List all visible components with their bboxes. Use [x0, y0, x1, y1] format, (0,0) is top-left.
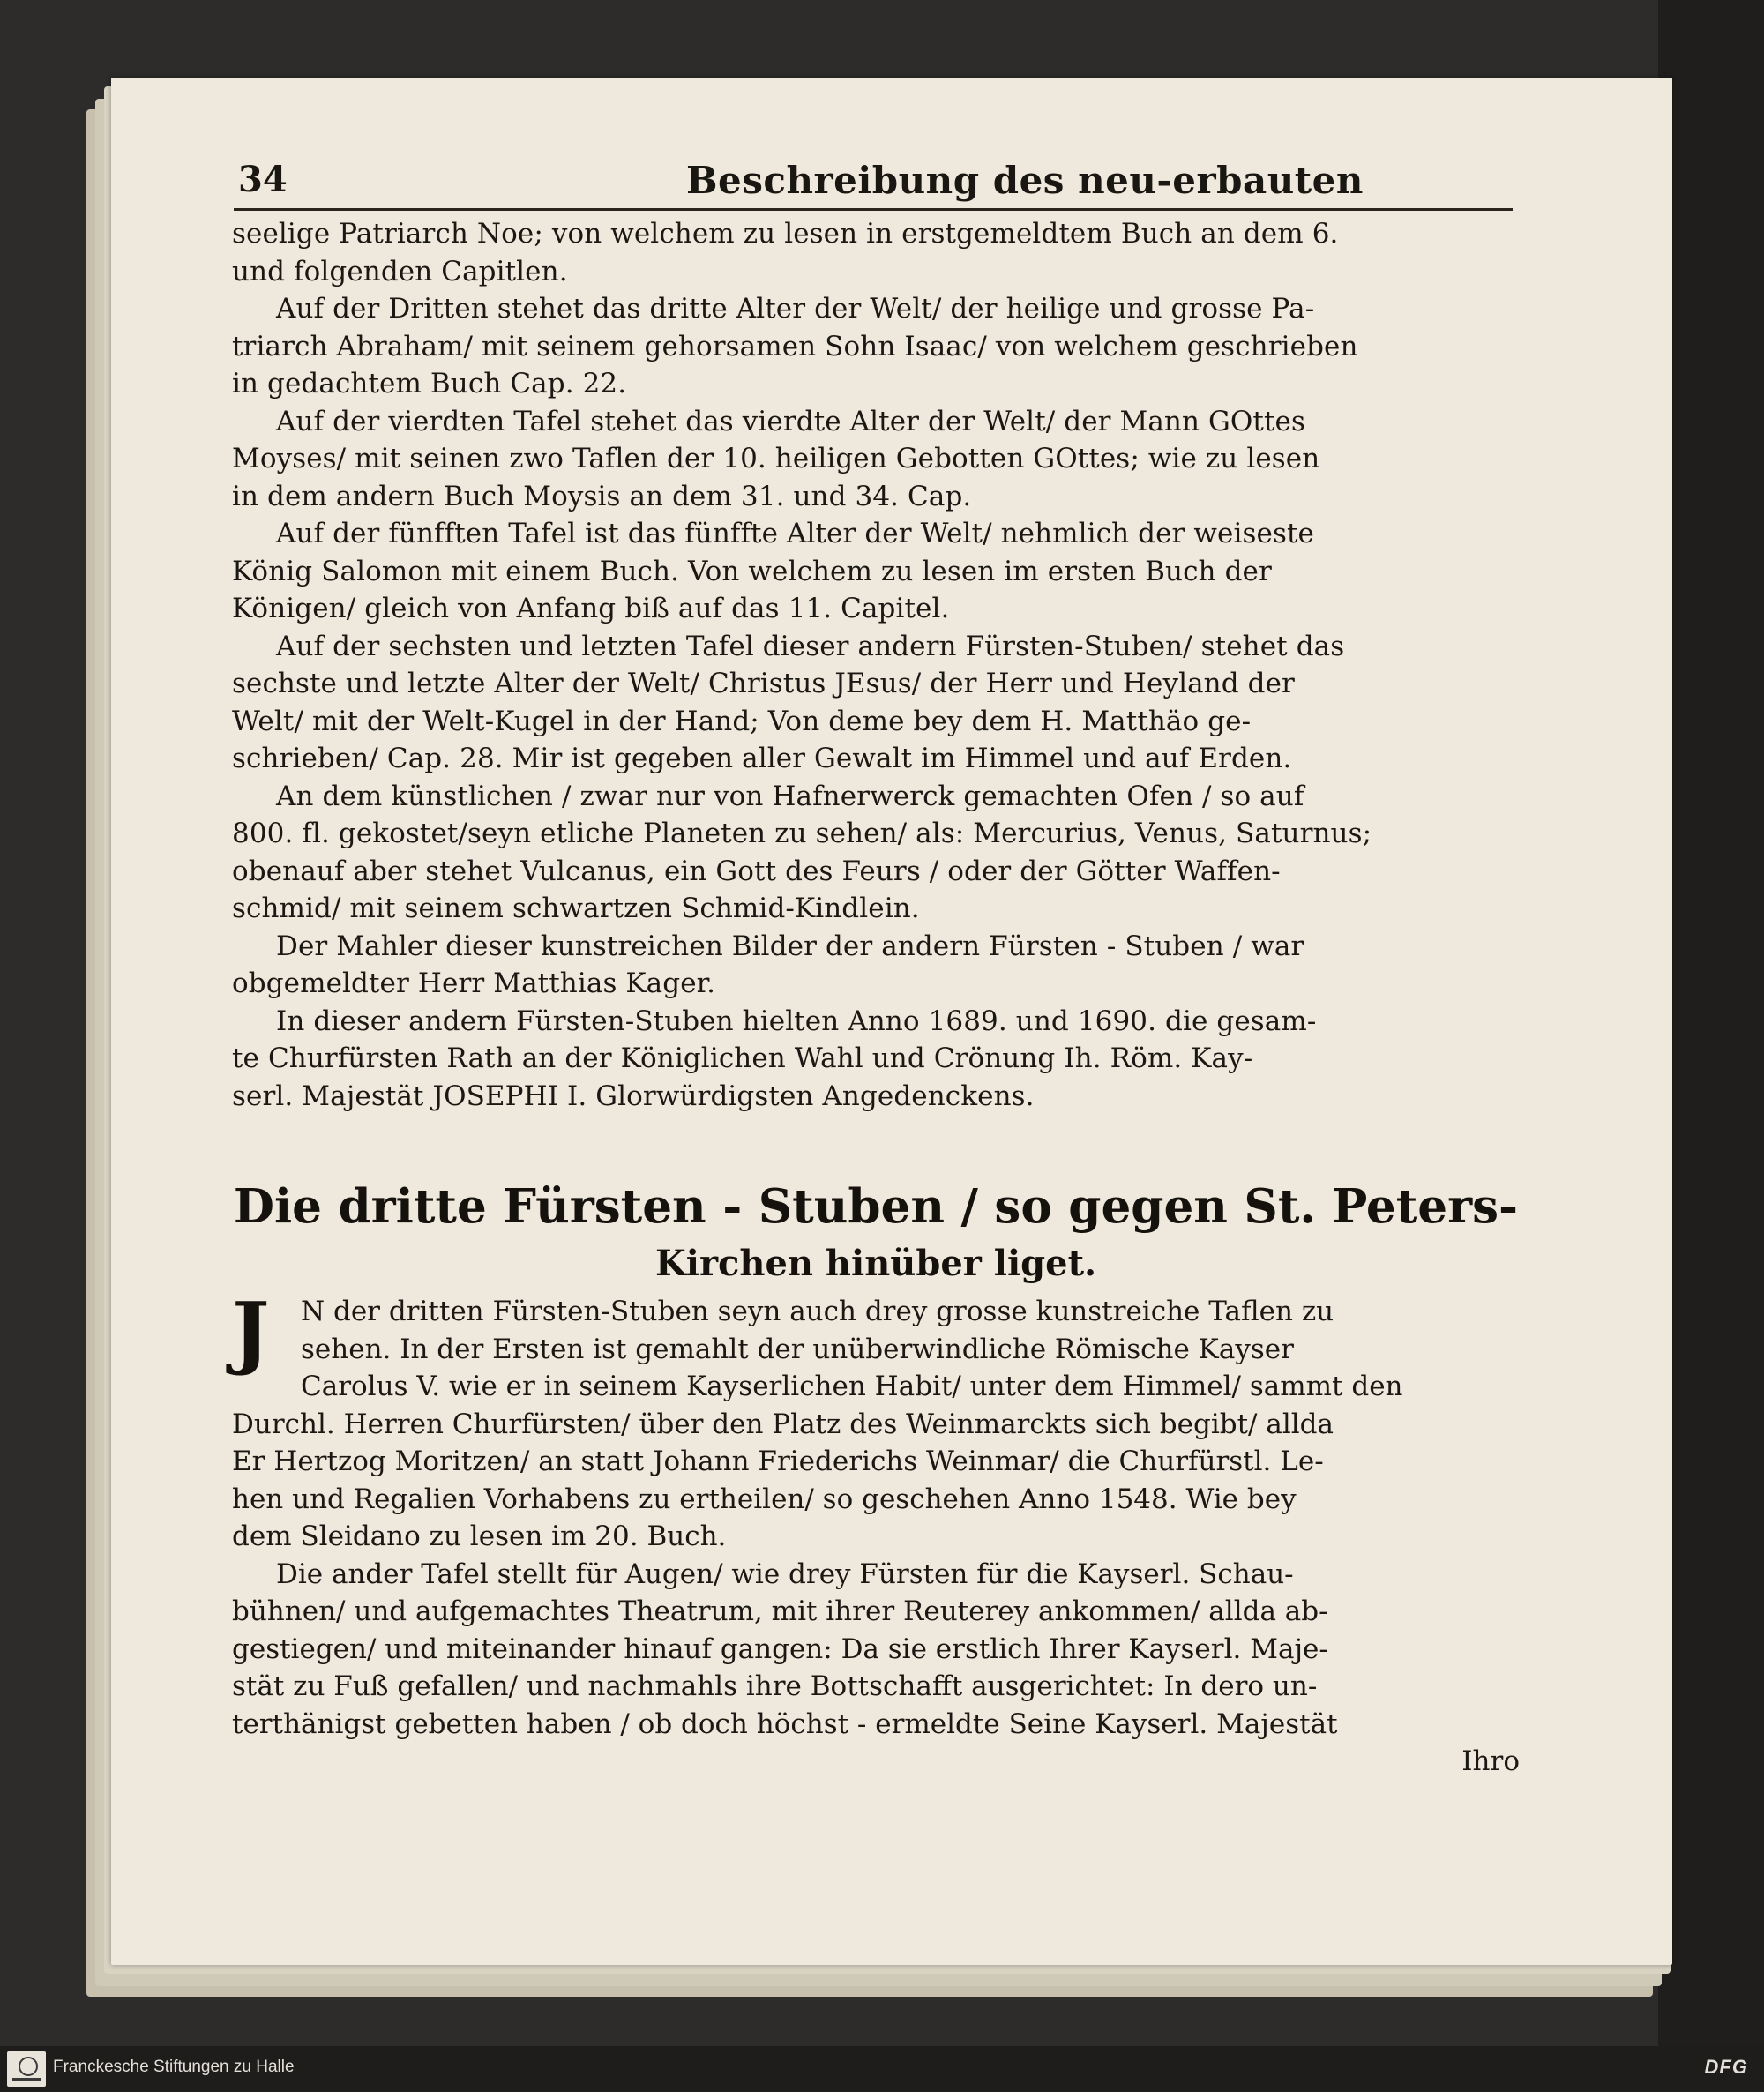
section-heading-line2: Kirchen hinüber liget.	[655, 1243, 1096, 1284]
page-header	[238, 159, 1508, 206]
text-line: stät zu Fuß gefallen/ und nachmahls ihre Bottschafft ausgerichtet: In dero un-	[232, 1670, 1318, 1702]
text-line: König Salomon mit einem Buch. Von welchem zu lesen im ersten Buch der	[232, 555, 1272, 587]
text-line: obgemeldter Herr Matthias Kager.	[232, 968, 716, 999]
text-line: seelige Patriarch Noe; von welchem zu lesen in erstgemeldtem Buch an dem 6.	[232, 218, 1339, 250]
section-heading	[232, 1175, 1520, 1289]
text-line: Der Mahler dieser kunstreichen Bilder der andern Fürsten - Stuben / war	[276, 930, 1304, 962]
text-line: te Churfürsten Rath an der Königlichen Wahl und Crönung Ih. Röm. Kay-	[232, 1042, 1253, 1074]
text-line: dem Sleidano zu lesen im 20. Buch.	[232, 1520, 727, 1552]
text-line: Königen/ gleich von Anfang biß auf das 11. Capitel.	[232, 593, 950, 624]
text-line: hen und Regalien Vorhabens zu ertheilen/ so geschehen Anno 1548. Wie bey	[232, 1483, 1297, 1515]
drop-cap-initial: J	[232, 1285, 270, 1378]
text-line: An dem künstlichen / zwar nur von Hafnerwerck gemachten Ofen / so auf	[276, 780, 1304, 812]
running-title: Beschreibung des neu-erbauten	[686, 159, 1364, 202]
text-line: in dem andern Buch Moysis an dem 31. und 34. Cap.	[232, 480, 972, 512]
institution-logo-icon	[7, 2051, 46, 2087]
text-line: obenauf aber stehet Vulcanus, ein Gott des Feurs / oder der Götter Waffen-	[232, 855, 1281, 887]
text-line: Welt/ mit der Welt-Kugel in der Hand; Von deme bey dem H. Matthäo ge-	[232, 705, 1252, 737]
text-line: gestiegen/ und miteinander hinauf gangen: Da sie erstlich Ihrer Kayserl. Maje-	[232, 1633, 1328, 1665]
text-line: Auf der sechsten und letzten Tafel dieser andern Fürsten-Stuben/ stehet das	[276, 630, 1345, 662]
text-line: 800. fl. gekostet/seyn etliche Planeten zu sehen/ als: Mercurius, Venus, Saturnus;	[232, 818, 1372, 849]
section-heading-line1: Die dritte Fürsten - Stuben / so gegen St. Peters-	[233, 1178, 1519, 1234]
text-line: sechste und letzte Alter der Welt/ Christus JEsus/ der Herr und Heyland der	[232, 668, 1295, 699]
text-line: Auf der Dritten stehet das dritte Alter der Welt/ der heilige und grosse Pa-	[276, 293, 1315, 325]
text-line: terthänigst gebetten haben / ob doch höchst - ermeldte Seine Kayserl. Majestät	[232, 1707, 1338, 1740]
text-line: serl. Majestät JOSEPHI I. Glorwürdigsten Angedenckens.	[232, 1080, 1035, 1112]
text-line: N der dritten Fürsten-Stuben seyn auch drey grosse kunstreiche Taflen zu	[301, 1296, 1334, 1327]
catchword: Ihro	[1461, 1745, 1520, 1777]
text-line: und folgenden Capitlen.	[232, 255, 568, 288]
text-line: schmid/ mit seinem schwartzen Schmid-Kindlein.	[232, 893, 920, 924]
page-number: 34	[238, 159, 288, 200]
text-line: schrieben/ Cap. 28. Mir ist gegeben aller Gewalt im Himmel und auf Erden.	[232, 743, 1292, 774]
text-line: Die ander Tafel stellt für Augen/ wie drey Fürsten für die Kayserl. Schau-	[276, 1558, 1294, 1590]
text-line: sehen. In der Ersten ist gemahlt der unüberwindliche Römische Kayser	[301, 1333, 1294, 1365]
text-line: Durchl. Herren Churfürsten/ über den Platz des Weinmarckts sich begibt/ allda	[232, 1408, 1334, 1440]
text-line: Moyses/ mit seinen zwo Taflen der 10. heiligen Gebotten GOttes; wie zu lesen	[232, 443, 1320, 474]
body-text-top	[232, 215, 1520, 1115]
footer-institution: Franckesche Stiftungen zu Halle	[53, 2058, 295, 2076]
text-line: In dieser andern Fürsten-Stuben hielten Anno 1689. und 1690. die gesam-	[276, 1005, 1317, 1037]
text-line: Auf der fünfften Tafel ist das fünffte Alter der Welt/ nehmlich der weiseste	[276, 518, 1314, 549]
text-line: Er Hertzog Moritzen/ an statt Johann Friederichs Weinmar/ die Churfürstl. Le-	[232, 1446, 1324, 1477]
text-line: in gedachtem Buch Cap. 22.	[232, 368, 627, 400]
footer-funder-logo: DFG	[1704, 2056, 1748, 2078]
text-line: Carolus V. wie er in seinem Kayserlichen Habit/ unter dem Himmel/ sammt den	[301, 1371, 1403, 1402]
body-text-bottom	[232, 1285, 1520, 1781]
header-rule	[234, 208, 1513, 211]
scan-backdrop	[1658, 0, 1764, 2046]
text-line: triarch Abraham/ mit seinem gehorsamen Sohn Isaac/ von welchem geschrieben	[232, 330, 1358, 362]
text-line: Auf der vierdten Tafel stehet das vierdte Alter der Welt/ der Mann GOttes	[276, 405, 1305, 437]
text-line: bühnen/ und aufgemachtes Theatrum, mit ihrer Reuterey ankommen/ allda ab-	[232, 1595, 1328, 1627]
